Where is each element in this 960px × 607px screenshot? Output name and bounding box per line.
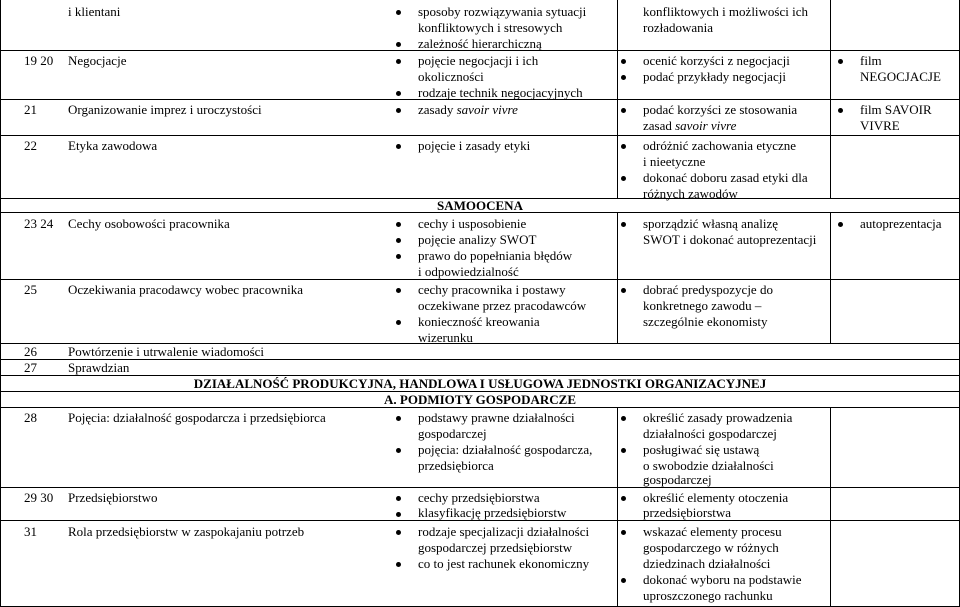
column-divider	[617, 212, 618, 343]
goal-line: o swobodzie działalności	[643, 458, 774, 473]
topic-text: Oczekiwania pracodawcy wobec pracownika	[68, 282, 303, 297]
content-line: wizerunku	[418, 330, 473, 345]
content-italic: savoir vivre	[456, 102, 518, 117]
goal-line: różnych zawodów	[643, 186, 738, 201]
lesson-number: 25	[24, 282, 37, 297]
bullet-icon	[621, 448, 626, 453]
goal-line: określić elementy otoczenia	[643, 490, 789, 505]
goal-line: gospodarczej	[643, 472, 712, 487]
bullet-icon	[396, 10, 401, 15]
content-line: konieczność kreowania	[418, 314, 540, 329]
bullet-icon	[621, 416, 626, 421]
bullet-icon	[838, 222, 843, 227]
column-divider	[617, 0, 618, 198]
goal-line: szczególnie ekonomisty	[643, 314, 768, 329]
content-line: okoliczności	[418, 69, 484, 84]
topic-text: Pojęcia: działalność gospodarcza i przedsiębiorca	[68, 410, 326, 425]
bullet-icon	[396, 496, 401, 501]
content-line: cechy i usposobienie	[418, 216, 527, 231]
goal-prefix: zasad	[643, 118, 676, 133]
bullet-icon	[621, 496, 626, 501]
goal-line: SWOT i dokonać autoprezentacji	[643, 232, 817, 247]
bullet-icon	[621, 144, 626, 149]
content-line: cechy pracownika i postawy	[418, 282, 566, 297]
section-title: DZIAŁALNOŚĆ PRODUKCYJNA, HANDLOWA I USŁUGOWA JEDNOSTKI ORGANIZACYJNEJ	[193, 376, 767, 391]
goal-line: odróżnić zachowania etyczne	[643, 138, 797, 153]
content-line: pojęcia: działalność gospodarcza,	[418, 442, 593, 457]
content-line	[418, 102, 518, 118]
bullet-icon	[396, 222, 401, 227]
content-line: zależność hierarchiczną	[418, 36, 542, 51]
content-line: podstawy prawne działalności	[418, 410, 575, 425]
topic-text: Powtórzenie i utrwalenie wiadomości	[68, 344, 265, 359]
goal-line: rozładowania	[643, 20, 714, 35]
bullet-icon	[396, 144, 401, 149]
bullet-icon	[621, 530, 626, 535]
goal-line: przedsiębiorstwa	[643, 505, 732, 520]
row-divider	[0, 135, 960, 136]
bullet-icon	[621, 222, 626, 227]
goal-line: uproszczonego rachunku	[643, 588, 773, 603]
goal-line: dokonać doboru zasad etyki dla	[643, 170, 808, 185]
lesson-number: 21	[24, 102, 37, 117]
column-divider	[0, 0, 1, 607]
bullet-icon	[396, 59, 401, 64]
lesson-number: 23 24	[24, 216, 54, 231]
goal-line: podać przykłady negocjacji	[643, 69, 786, 84]
lesson-number: 22	[24, 138, 37, 153]
media-line: film	[860, 53, 882, 68]
content-line: pojęcie analizy SWOT	[418, 232, 537, 247]
bullet-icon	[396, 320, 401, 325]
goal-line: dobrać predyspozycje do	[643, 282, 773, 297]
topic-text: Negocjacje	[68, 53, 127, 68]
bullet-icon	[396, 288, 401, 293]
topic-text: Rola przedsiębiorstw w zaspokajaniu potrzeb	[68, 524, 305, 539]
topic-text: Organizowanie imprez i uroczystości	[68, 102, 262, 117]
goal-line	[643, 118, 736, 134]
content-line: pojęcie i zasady etyki	[418, 138, 531, 153]
content-line: gospodarczej	[418, 426, 487, 441]
section-subtitle: A. PODMIOTY GOSPODARCZE	[384, 392, 576, 407]
goal-line: gospodarczego w różnych	[643, 540, 779, 555]
column-divider	[617, 407, 618, 607]
lesson-number: 28	[24, 410, 37, 425]
content-line: i odpowiedzialność	[418, 264, 519, 279]
content-line: rodzaje technik negocjacyjnych	[418, 85, 583, 100]
content-line: co to jest rachunek ekonomiczny	[418, 556, 590, 571]
bullet-icon	[396, 512, 401, 517]
lesson-number: 31	[24, 524, 37, 539]
column-divider	[830, 212, 831, 343]
goal-line: działalności gospodarczej	[643, 426, 777, 441]
bullet-icon	[621, 578, 626, 583]
content-line: rodzaje specjalizacji działalności	[418, 524, 590, 539]
goal-line: sporządzić własną analizę	[643, 216, 778, 231]
content-line: oczekiwane przez pracodawców	[418, 298, 587, 313]
media-line: NEGOCJACJE	[860, 69, 941, 84]
content-line: gospodarczej przedsiębiorstw	[418, 540, 573, 555]
bullet-icon	[396, 254, 401, 259]
bullet-icon	[396, 238, 401, 243]
lesson-number: 29 30	[24, 490, 54, 505]
bullet-icon	[396, 416, 401, 421]
goal-line: posługiwać się ustawą	[643, 442, 760, 457]
bullet-icon	[621, 75, 626, 80]
bullet-icon	[621, 176, 626, 181]
bullet-icon	[396, 448, 401, 453]
bullet-icon	[838, 108, 843, 113]
goal-line: podać korzyści ze stosowania	[643, 102, 798, 117]
media-line: film SAVOIR	[860, 102, 932, 117]
bullet-icon	[621, 288, 626, 293]
section-heading: SAMOOCENA	[437, 198, 523, 213]
media-line: VIVRE	[860, 118, 900, 133]
content-line: klasyfikację przedsiębiorstw	[418, 505, 567, 520]
topic-text: i klientani	[68, 4, 121, 19]
bullet-icon	[621, 59, 626, 64]
lesson-number: 26	[24, 344, 37, 359]
bullet-icon	[396, 562, 401, 567]
column-divider	[830, 0, 831, 198]
goal-italic: savoir vivre	[675, 118, 737, 133]
goal-line: konfliktowych i możliwości ich	[643, 4, 809, 19]
goal-line: i nieetyczne	[643, 154, 706, 169]
column-divider	[830, 407, 831, 607]
goal-line: określić zasady prowadzenia	[643, 410, 793, 425]
goal-line: konkretnego zawodu –	[643, 298, 762, 313]
topic-text: Sprawdzian	[68, 360, 130, 375]
content-line: konfliktowych i stresowych	[418, 20, 563, 35]
content-line: sposoby rozwiązywania sytuacji	[418, 4, 587, 19]
content-prefix: zasady	[418, 102, 457, 117]
content-line: cechy przedsiębiorstwa	[418, 490, 540, 505]
lesson-number: 27	[24, 360, 37, 375]
bullet-icon	[396, 42, 401, 47]
topic-text: Przedsiębiorstwo	[68, 490, 158, 505]
goal-line: dziedzinach działalności	[643, 556, 771, 571]
goal-line: ocenić korzyści z negocjacji	[643, 53, 790, 68]
content-line: pojęcie negocjacji i ich	[418, 53, 539, 68]
content-line: przedsiębiorca	[418, 458, 494, 473]
goal-line: wskazać elementy procesu	[643, 524, 782, 539]
bullet-icon	[396, 108, 401, 113]
bullet-icon	[621, 108, 626, 113]
bullet-icon	[838, 59, 843, 64]
bullet-icon	[396, 530, 401, 535]
topic-text: Etyka zawodowa	[68, 138, 158, 153]
content-line: prawo do popełniania błędów	[418, 248, 573, 263]
lesson-number: 19 20	[24, 53, 54, 68]
row-divider	[0, 487, 960, 488]
media-line: autoprezentacja	[860, 216, 942, 231]
topic-text: Cechy osobowości pracownika	[68, 216, 230, 231]
goal-line: dokonać wyboru na podstawie	[643, 572, 802, 587]
bullet-icon	[396, 91, 401, 96]
